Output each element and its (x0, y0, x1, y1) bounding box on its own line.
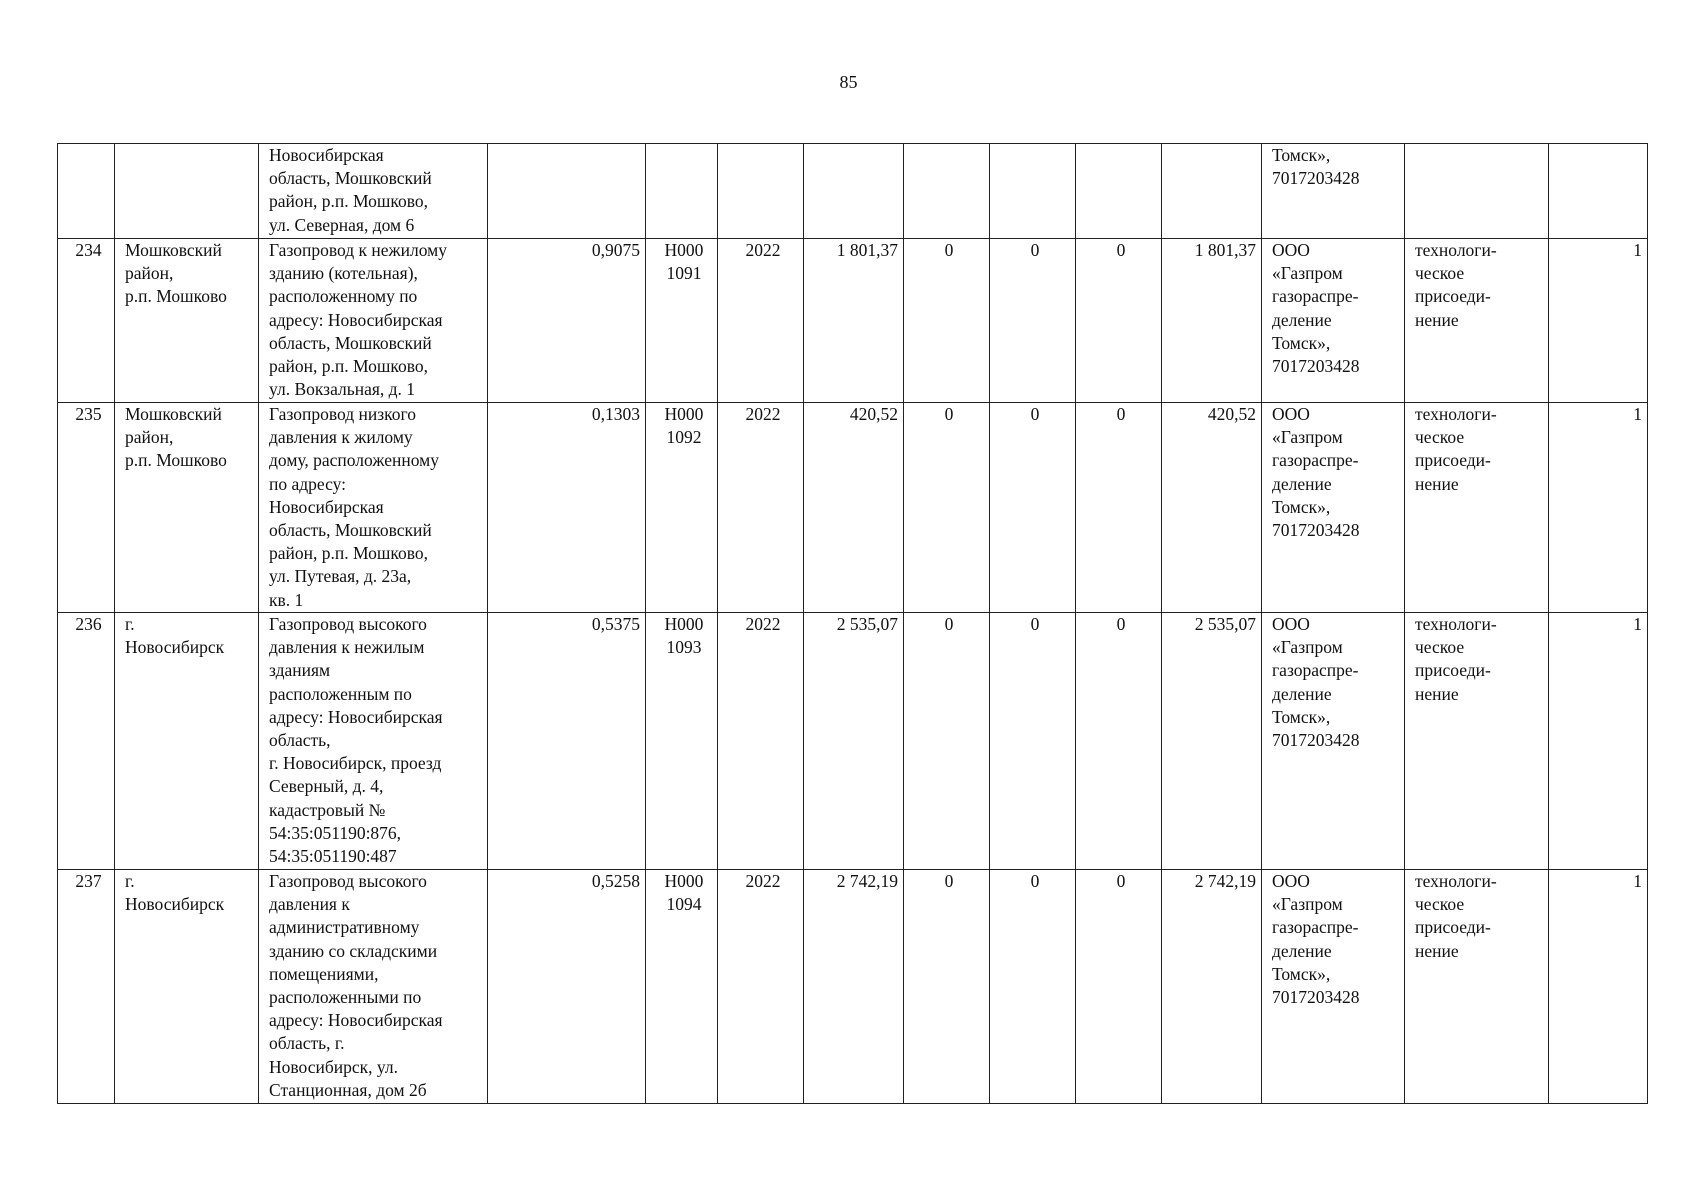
cell-sum: 2 535,07 (1162, 613, 1262, 870)
cell-organization: Томск», 7017203428 (1262, 144, 1405, 239)
cell-quantity: 1 (1549, 613, 1648, 870)
cell-length: 0,5258 (488, 870, 646, 1104)
cell-quantity (1549, 144, 1648, 239)
cell-object-description: Газопровод высокого давления к административному зданию со складскими помещениями, расположенными по адресу: Новосибирская область, г. Новосибирск, ул. Станционная, дом 2б (259, 870, 488, 1104)
cell-code: Н000 1093 (646, 613, 718, 870)
cell-organization: ООО «Газпром газораспре- деление Томск», 7017203428 (1262, 870, 1405, 1104)
cell-value-2 (990, 144, 1076, 239)
cell-value-2: 0 (990, 613, 1076, 870)
table-row (58, 144, 1648, 239)
cell-district: Мошковский район, р.п. Мошково (115, 239, 259, 403)
cell-value-3: 0 (1076, 870, 1162, 1104)
cell-number: 234 (58, 239, 115, 403)
cell-sum: 2 742,19 (1162, 870, 1262, 1104)
cell-total: 2 535,07 (804, 613, 904, 870)
cell-length: 0,5375 (488, 613, 646, 870)
cell-number: 235 (58, 403, 115, 613)
cell-organization: ООО «Газпром газораспре- деление Томск», 7017203428 (1262, 403, 1405, 613)
page-number: 85 (839, 72, 858, 92)
cell-length: 0,1303 (488, 403, 646, 613)
cell-sum: 420,52 (1162, 403, 1262, 613)
cell-number (58, 144, 115, 239)
cell-object-description: Газопровод низкого давления к жилому дому, расположенному по адресу: Новосибирская область, Мошковский район, р.п. Мошково, ул. Путевая, д. 23а, кв. 1 (259, 403, 488, 613)
cell-code: Н000 1091 (646, 239, 718, 403)
cell-year: 2022 (718, 613, 804, 870)
table-row (58, 403, 1648, 613)
table-row (58, 613, 1648, 870)
cell-total: 1 801,37 (804, 239, 904, 403)
cell-length (488, 144, 646, 239)
cell-value-2: 0 (990, 403, 1076, 613)
cell-value-1: 0 (904, 239, 990, 403)
cell-sum: 1 801,37 (1162, 239, 1262, 403)
cell-value-3: 0 (1076, 613, 1162, 870)
cell-value-1: 0 (904, 403, 990, 613)
cell-value-3 (1076, 144, 1162, 239)
cell-value-2: 0 (990, 239, 1076, 403)
cell-quantity: 1 (1549, 239, 1648, 403)
cell-total (804, 144, 904, 239)
cell-purpose: технологи- ческое присоеди- нение (1405, 239, 1549, 403)
cell-total: 420,52 (804, 403, 904, 613)
table-row (58, 870, 1648, 1104)
cell-value-2: 0 (990, 870, 1076, 1104)
cell-total: 2 742,19 (804, 870, 904, 1104)
cell-number: 236 (58, 613, 115, 870)
cell-value-1: 0 (904, 870, 990, 1104)
cell-year (718, 144, 804, 239)
cell-year: 2022 (718, 870, 804, 1104)
cell-organization: ООО «Газпром газораспре- деление Томск», 7017203428 (1262, 613, 1405, 870)
registry-table (57, 143, 1648, 1104)
cell-district (115, 144, 259, 239)
cell-code: Н000 1092 (646, 403, 718, 613)
cell-district: г. Новосибирск (115, 613, 259, 870)
cell-purpose: технологи- ческое присоеди- нение (1405, 613, 1549, 870)
cell-year: 2022 (718, 403, 804, 613)
cell-district: Мошковский район, р.п. Мошково (115, 403, 259, 613)
cell-value-1: 0 (904, 613, 990, 870)
cell-year: 2022 (718, 239, 804, 403)
cell-sum (1162, 144, 1262, 239)
cell-purpose (1405, 144, 1549, 239)
cell-object-description: Газопровод высокого давления к нежилым зданиям расположенным по адресу: Новосибирская область, г. Новосибирск, проезд Северный, д. 4, кадастровый № 54:35:051190:876, 54:35:051190:487 (259, 613, 488, 870)
cell-object-description: Новосибирская область, Мошковский район, р.п. Мошково, ул. Северная, дом 6 (259, 144, 488, 239)
cell-district: г. Новосибирск (115, 870, 259, 1104)
cell-quantity: 1 (1549, 870, 1648, 1104)
cell-code: Н000 1094 (646, 870, 718, 1104)
cell-length: 0,9075 (488, 239, 646, 403)
cell-number: 237 (58, 870, 115, 1104)
cell-quantity: 1 (1549, 403, 1648, 613)
cell-code (646, 144, 718, 239)
cell-object-description: Газопровод к нежилому зданию (котельная), расположенному по адресу: Новосибирская область, Мошковский район, р.п. Мошково, ул. Вокзальная, д. 1 (259, 239, 488, 403)
cell-value-3: 0 (1076, 239, 1162, 403)
table-row (58, 239, 1648, 403)
cell-purpose: технологи- ческое присоеди- нение (1405, 870, 1549, 1104)
cell-value-1 (904, 144, 990, 239)
cell-purpose: технологи- ческое присоеди- нение (1405, 403, 1549, 613)
cell-organization: ООО «Газпром газораспре- деление Томск», 7017203428 (1262, 239, 1405, 403)
cell-value-3: 0 (1076, 403, 1162, 613)
